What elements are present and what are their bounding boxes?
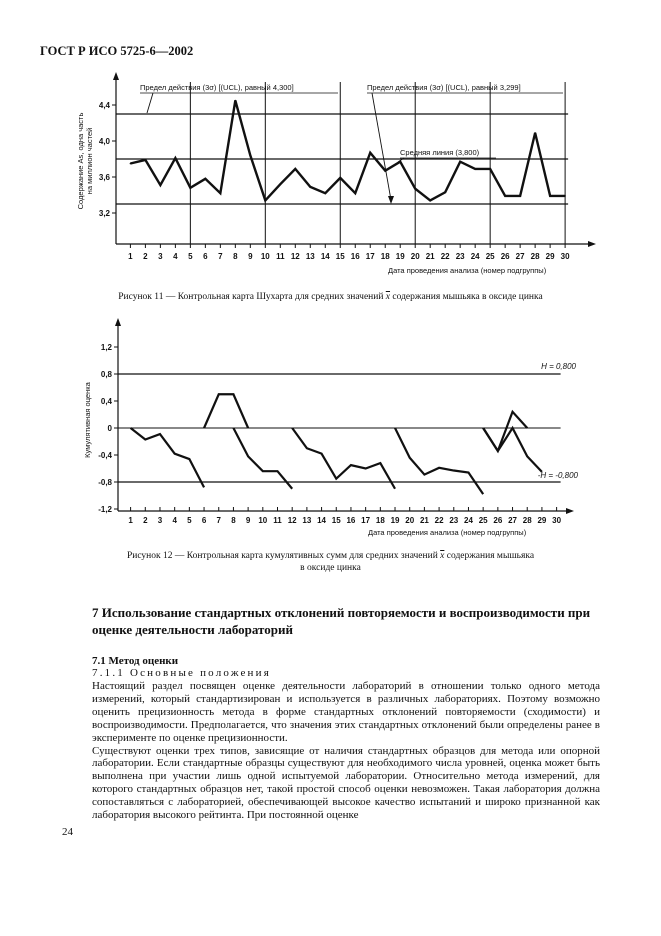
data-point	[504, 195, 506, 197]
x-tick-label: 27	[515, 252, 525, 261]
y-tick-label: 0,4	[100, 397, 112, 406]
cusum-chart	[0, 310, 661, 550]
x-tick-label: 12	[287, 516, 297, 525]
y-tick-label: -1,2	[98, 505, 112, 514]
x-tick-label: 5	[187, 516, 192, 525]
data-point	[519, 195, 521, 197]
y-axis-title: Кумулятивная оценка	[83, 382, 92, 458]
x-tick-label: 18	[380, 252, 390, 261]
figure-12-caption: Рисунок 12 — Контрольная карта кумулятивных сумм для средних значений $\overline{x}$ содержания мышьяка в оксиде цинка	[126, 551, 535, 573]
x-tick-label: 17	[365, 252, 375, 261]
x-tick-label: 17	[361, 516, 371, 525]
x-tick-label: 8	[233, 252, 238, 261]
x-axis-title: Дата проведения анализа (номер подгруппы)	[388, 266, 547, 275]
page-number: 24	[62, 826, 73, 838]
y-tick-label: 3,6	[98, 173, 110, 182]
h-upper-label: H = 0,800	[541, 362, 576, 371]
paragraph-2: Существуют оценки трех типов, зависящие от наличия стандартных образцов для метода или опорной лаборатории. Если стандартные образцы существуют для необходимого числа уровней, оценка может быть выполнена при участии лишь одной испытуемой лаборатории. Относительно метода измерений, для которого стандартных образцов нет, такой простой способ оценки невозможен. Такая лаборатория должна сопоставляться с лабораторией, обеспечивающей высокое качество испытаний и широко признанной как лаборатория высокого рейтинта. При постоянной оценке	[92, 744, 600, 822]
data-point	[160, 184, 162, 186]
x-tick-label: 6	[203, 252, 208, 261]
y-tick-label: 1,2	[100, 343, 112, 352]
cusum-segment-5	[395, 428, 483, 494]
x-tick-label: 15	[331, 516, 341, 525]
subsubsection-title: 7.1.1 Основные положения	[92, 667, 271, 679]
x-tick-label: 1	[128, 516, 133, 525]
x-tick-label: 23	[455, 252, 465, 261]
data-point	[190, 187, 192, 189]
y-axis-arrow	[113, 72, 119, 80]
y-tick-label: -0,8	[98, 478, 112, 487]
x-tick-label: 7	[216, 516, 221, 525]
data-series-line	[130, 101, 565, 201]
x-tick-label: 13	[302, 516, 312, 525]
x-tick-label: 24	[464, 516, 473, 525]
x-tick-label: 4	[172, 516, 177, 525]
data-point	[130, 163, 132, 165]
data-point	[175, 157, 177, 159]
x-tick-label: 11	[276, 252, 285, 261]
data-point	[309, 186, 311, 188]
h-lower-label: -H = -0,800	[537, 471, 578, 480]
data-point	[474, 168, 476, 170]
x-tick-label: 9	[248, 252, 253, 261]
x-tick-label: 10	[258, 516, 268, 525]
x-tick-label: 13	[305, 252, 315, 261]
x-tick-label: 18	[375, 516, 385, 525]
data-point	[369, 152, 371, 154]
x-axis-arrow	[566, 508, 574, 514]
x-tick-label: 7	[218, 252, 223, 261]
x-tick-label: 3	[158, 252, 163, 261]
x-tick-label: 20	[405, 516, 415, 525]
x-tick-label: 23	[449, 516, 459, 525]
data-point	[220, 192, 222, 194]
figure-11-caption: Рисунок 11 — Контрольная карта Шухарта для средних значений $\overline{x}$ содержания мышьяка в оксиде цинка	[118, 292, 543, 302]
x-tick-label: 8	[231, 516, 236, 525]
x-axis-arrow	[588, 241, 596, 247]
y-axis-title-line1: Содержание As, одна часть	[76, 112, 85, 210]
x-tick-label: 20	[410, 252, 420, 261]
x-tick-label: 6	[201, 516, 207, 525]
x-axis-title: Дата проведения анализа (номер подгруппы)	[368, 528, 527, 537]
paragraph-1: Настоящий раздел посвящен оценке деятельности лабораторий в отношении только одного метода измерений, который стандартизирован и используется в различных лабораториях. Поэтому возможно оценить прецизионность метода в форме стандартных отклонений повторяемости (сходимости) и воспроизводимости. Предполагается, что значения этих стандартных отклонений были определены ранее в эксперименте по оценке прецизионности.	[92, 680, 600, 744]
x-tick-label: 12	[290, 252, 300, 261]
data-point	[235, 100, 237, 102]
x-tick-label: 5	[188, 252, 193, 261]
data-point	[444, 192, 446, 194]
section-title: 7 Использование стандартных отклонений повторяемости и воспроизводимости при оценке деятельности лабораторий	[92, 605, 591, 637]
mean-annotation: Средняя линия (3,800)	[400, 148, 480, 157]
x-tick-label: 3	[157, 516, 163, 525]
data-point	[280, 183, 282, 185]
cusum-segment-7	[483, 428, 542, 472]
page-header: ГОСТ Р ИСО 5725-6—2002	[40, 44, 194, 58]
x-tick-label: 19	[390, 516, 400, 525]
x-tick-label: 14	[317, 516, 327, 525]
data-point	[339, 177, 341, 179]
lcl-annotation: Предел действия (3σ) [(UCL), равный 3,299]	[367, 83, 521, 92]
data-point	[459, 161, 461, 163]
y-tick-label: 0	[107, 424, 112, 433]
y-tick-label: 3,2	[98, 209, 110, 218]
data-point	[414, 188, 416, 190]
data-point	[429, 200, 431, 202]
x-tick-label: 27	[508, 516, 517, 525]
data-point	[250, 155, 252, 157]
x-tick-label: 25	[485, 252, 495, 261]
x-tick-label: 28	[522, 516, 532, 525]
cusum-segment-3	[233, 428, 292, 489]
data-point	[564, 195, 566, 197]
x-tick-label: 10	[260, 252, 270, 261]
x-tick-label: 22	[434, 516, 444, 525]
lcl-pointer-arrow	[388, 196, 394, 204]
y-tick-label: 4,4	[98, 101, 110, 110]
shewhart-chart	[0, 0, 661, 290]
data-point	[205, 178, 207, 180]
x-tick-label: 2	[143, 516, 148, 525]
section-body	[92, 680, 600, 822]
data-point	[489, 168, 491, 170]
x-tick-label: 16	[346, 516, 356, 525]
ucl-pointer	[147, 93, 153, 113]
x-tick-label: 21	[425, 252, 435, 261]
y-tick-label: 0,8	[100, 370, 112, 379]
data-point	[294, 168, 296, 170]
x-tick-label: 21	[419, 516, 429, 525]
x-tick-label: 30	[552, 516, 562, 525]
x-tick-label: 4	[173, 252, 178, 261]
data-point	[145, 159, 147, 161]
x-tick-label: 24	[470, 252, 480, 261]
y-tick-label: 4,0	[98, 137, 110, 146]
x-tick-label: 11	[273, 516, 282, 525]
ucl-annotation: Предел действия (3σ) [(UCL), равный 4,300]	[140, 83, 294, 92]
y-axis-arrow	[115, 318, 121, 326]
x-tick-label: 16	[350, 252, 360, 261]
x-tick-label: 29	[545, 252, 555, 261]
x-tick-label: 15	[335, 252, 345, 261]
lcl-pointer	[372, 93, 391, 200]
x-tick-label: 29	[537, 516, 547, 525]
data-point	[265, 200, 267, 202]
subsection-title: 7.1 Метод оценки	[92, 655, 179, 667]
x-tick-label: 2	[143, 252, 148, 261]
x-tick-label: 30	[560, 252, 570, 261]
x-tick-label: 9	[245, 516, 251, 525]
data-point	[549, 195, 551, 197]
x-tick-label: 26	[493, 516, 503, 525]
y-tick-label: -0,4	[98, 451, 112, 460]
x-tick-label: 14	[320, 252, 330, 261]
x-tick-label: 28	[530, 252, 540, 261]
x-tick-label: 26	[500, 252, 510, 261]
x-tick-label: 19	[395, 252, 405, 261]
cusum-segment-2	[204, 394, 248, 428]
cusum-segment-4	[292, 428, 395, 489]
x-tick-label: 25	[478, 516, 488, 525]
data-point	[354, 192, 356, 194]
x-tick-label: 22	[440, 252, 450, 261]
y-axis-title-line2: на миллион частей	[85, 127, 94, 195]
cusum-segment-1	[131, 428, 204, 487]
data-point	[534, 132, 536, 134]
data-point	[324, 192, 326, 194]
x-tick-label: 1	[128, 252, 133, 261]
